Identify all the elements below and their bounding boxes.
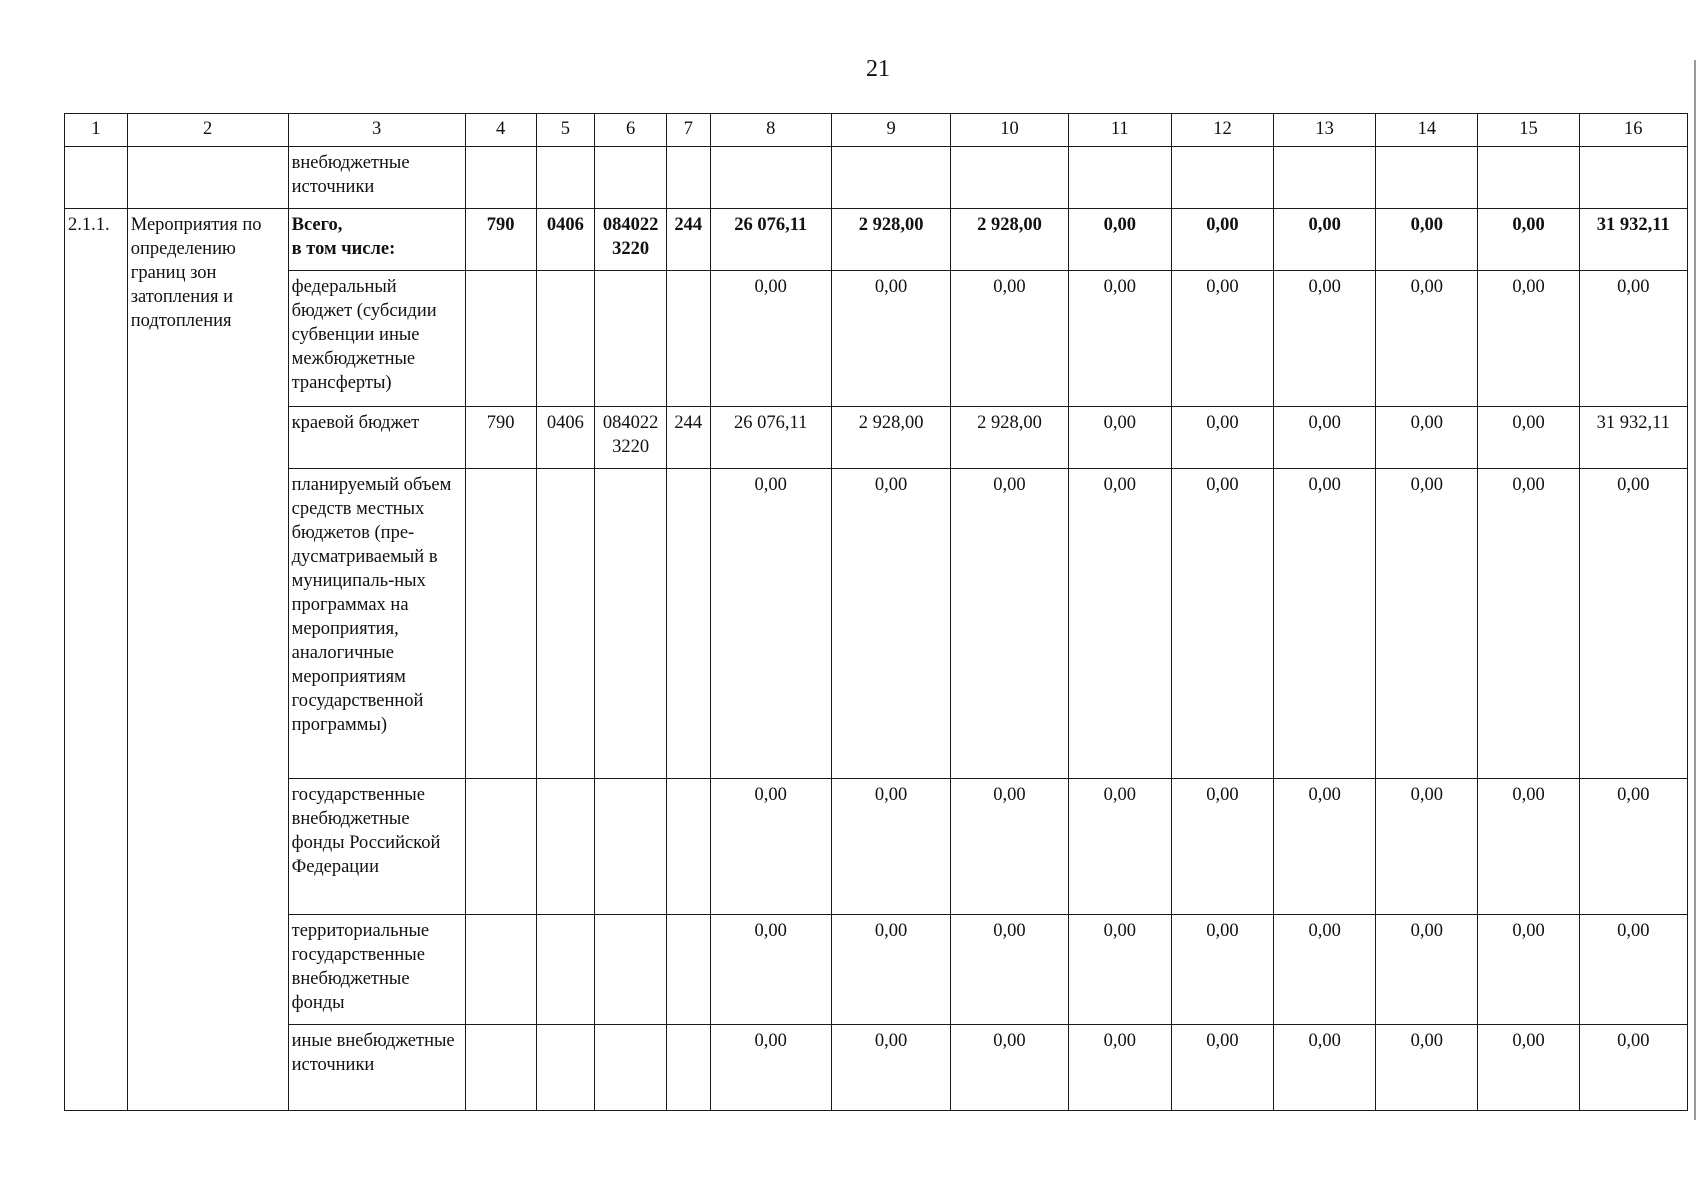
amount-cell: 0,00	[1068, 779, 1171, 915]
funding-row	[65, 271, 1688, 407]
column-number-row	[65, 114, 1688, 147]
expense-type-code-cell	[667, 779, 711, 915]
column-header: 2	[127, 114, 288, 147]
target-article-code-cell	[595, 1025, 667, 1111]
expense-type-code-cell	[667, 271, 711, 407]
grbs-code-cell	[465, 1025, 536, 1111]
column-header: 12	[1171, 114, 1273, 147]
grbs-code-cell: 790	[465, 407, 536, 469]
column-header: 14	[1376, 114, 1478, 147]
column-header: 16	[1579, 114, 1687, 147]
amount-cell: 31 932,11	[1579, 407, 1687, 469]
column-header: 4	[465, 114, 536, 147]
amount-cell: 2 928,00	[951, 407, 1068, 469]
amount-cell: 0,00	[1274, 915, 1376, 1025]
target-article-code-cell	[595, 915, 667, 1025]
amount-cell: 0,00	[1579, 1025, 1687, 1111]
amount-cell: 0,00	[1068, 915, 1171, 1025]
amount-cell: 31 932,11	[1579, 209, 1687, 271]
measure-number-cell: 2.1.1.	[65, 209, 128, 1111]
column-header: 3	[288, 114, 465, 147]
funding-row	[65, 407, 1688, 469]
expense-type-code-cell	[667, 469, 711, 779]
measure-name-cell: Мероприятия по определению границ зон затопления и подтопления	[127, 209, 288, 1111]
amount-cell: 0,00	[1171, 1025, 1273, 1111]
amount-cell: 2 928,00	[831, 209, 950, 271]
expense-type-code-cell	[667, 915, 711, 1025]
funding-row	[65, 469, 1688, 779]
amount-cell: 0,00	[831, 271, 950, 407]
amount-cell: 0,00	[1068, 271, 1171, 407]
amount-cell: 0,00	[1274, 407, 1376, 469]
amount-cell: 0,00	[710, 915, 831, 1025]
section-code-cell: 0406	[536, 209, 595, 271]
column-header: 8	[710, 114, 831, 147]
amount-cell: 0,00	[1478, 469, 1579, 779]
amount-cell: 0,00	[1579, 469, 1687, 779]
funding-source-cell: федеральный бюджет (субсидии субвенции иные межбюджетные трансферты)	[288, 271, 465, 407]
empty-cell	[1274, 147, 1376, 209]
empty-cell	[710, 147, 831, 209]
section-code-cell: 0406	[536, 407, 595, 469]
amount-cell: 0,00	[1068, 407, 1171, 469]
expense-type-code-cell: 244	[667, 209, 711, 271]
empty-cell	[951, 147, 1068, 209]
column-header: 13	[1274, 114, 1376, 147]
amount-cell: 0,00	[1274, 469, 1376, 779]
amount-cell: 0,00	[1376, 469, 1478, 779]
funding-source-cell: Всего, в том числе:	[288, 209, 465, 271]
amount-cell: 0,00	[1579, 271, 1687, 407]
target-article-code-cell: 084022 3220	[595, 209, 667, 271]
column-header: 10	[951, 114, 1068, 147]
target-article-code-cell	[595, 469, 667, 779]
amount-cell: 0,00	[1171, 469, 1273, 779]
scan-edge-line	[1694, 60, 1696, 1120]
amount-cell: 0,00	[1376, 271, 1478, 407]
amount-cell: 0,00	[1478, 209, 1579, 271]
funding-row	[65, 779, 1688, 915]
amount-cell: 0,00	[951, 779, 1068, 915]
amount-cell: 0,00	[1274, 1025, 1376, 1111]
column-header: 9	[831, 114, 950, 147]
amount-cell: 26 076,11	[710, 407, 831, 469]
amount-cell: 0,00	[1068, 469, 1171, 779]
budget-table	[64, 113, 1688, 1111]
empty-cell	[465, 147, 536, 209]
column-header: 6	[595, 114, 667, 147]
amount-cell: 0,00	[951, 469, 1068, 779]
amount-cell: 0,00	[951, 915, 1068, 1025]
funding-row	[65, 209, 1688, 271]
amount-cell: 0,00	[1068, 209, 1171, 271]
amount-cell: 0,00	[1171, 915, 1273, 1025]
amount-cell: 0,00	[1478, 779, 1579, 915]
column-header: 15	[1478, 114, 1579, 147]
amount-cell: 26 076,11	[710, 209, 831, 271]
funding-source-cell: внебюджетные источники	[288, 147, 465, 209]
amount-cell: 0,00	[1376, 779, 1478, 915]
amount-cell: 0,00	[1579, 915, 1687, 1025]
section-code-cell	[536, 1025, 595, 1111]
amount-cell: 0,00	[951, 1025, 1068, 1111]
carryover-row	[65, 147, 1688, 209]
amount-cell: 0,00	[1478, 271, 1579, 407]
amount-cell: 0,00	[1171, 271, 1273, 407]
amount-cell: 0,00	[831, 779, 950, 915]
funding-source-cell: государственные внебюджетные фонды Российской Федерации	[288, 779, 465, 915]
amount-cell: 0,00	[1478, 1025, 1579, 1111]
column-header: 7	[667, 114, 711, 147]
section-code-cell	[536, 271, 595, 407]
target-article-code-cell	[595, 779, 667, 915]
amount-cell: 2 928,00	[831, 407, 950, 469]
amount-cell: 0,00	[710, 1025, 831, 1111]
amount-cell: 0,00	[1171, 209, 1273, 271]
column-header: 11	[1068, 114, 1171, 147]
grbs-code-cell	[465, 271, 536, 407]
empty-cell	[536, 147, 595, 209]
page-number: 21	[866, 56, 890, 82]
amount-cell: 0,00	[710, 271, 831, 407]
empty-cell	[1376, 147, 1478, 209]
amount-cell: 0,00	[831, 1025, 950, 1111]
amount-cell: 0,00	[1478, 407, 1579, 469]
funding-source-cell: планируемый объем средств местных бюджетов (пре-дусматриваемый в муниципаль-ных программах на мероприятия, аналогичные мероприятиям государственной программы)	[288, 469, 465, 779]
amount-cell: 0,00	[1376, 915, 1478, 1025]
amount-cell: 0,00	[831, 915, 950, 1025]
column-header: 1	[65, 114, 128, 147]
empty-cell	[595, 147, 667, 209]
section-code-cell	[536, 469, 595, 779]
expense-type-code-cell: 244	[667, 407, 711, 469]
amount-cell: 0,00	[1376, 407, 1478, 469]
funding-row	[65, 1025, 1688, 1111]
funding-source-cell: территориальные государственные внебюджетные фонды	[288, 915, 465, 1025]
empty-cell	[65, 147, 128, 209]
section-code-cell	[536, 779, 595, 915]
amount-cell: 0,00	[1171, 407, 1273, 469]
empty-cell	[1579, 147, 1687, 209]
amount-cell: 0,00	[1274, 779, 1376, 915]
amount-cell: 0,00	[1274, 209, 1376, 271]
grbs-code-cell: 790	[465, 209, 536, 271]
expense-type-code-cell	[667, 1025, 711, 1111]
empty-cell	[127, 147, 288, 209]
amount-cell: 0,00	[1171, 779, 1273, 915]
amount-cell: 2 928,00	[951, 209, 1068, 271]
funding-source-cell: иные внебюджетные источники	[288, 1025, 465, 1111]
empty-cell	[667, 147, 711, 209]
funding-source-cell: краевой бюджет	[288, 407, 465, 469]
grbs-code-cell	[465, 469, 536, 779]
grbs-code-cell	[465, 779, 536, 915]
empty-cell	[1068, 147, 1171, 209]
amount-cell: 0,00	[710, 469, 831, 779]
column-header: 5	[536, 114, 595, 147]
empty-cell	[1478, 147, 1579, 209]
target-article-code-cell	[595, 271, 667, 407]
amount-cell: 0,00	[710, 779, 831, 915]
target-article-code-cell: 084022 3220	[595, 407, 667, 469]
funding-row	[65, 915, 1688, 1025]
amount-cell: 0,00	[1478, 915, 1579, 1025]
amount-cell: 0,00	[1376, 1025, 1478, 1111]
grbs-code-cell	[465, 915, 536, 1025]
amount-cell: 0,00	[831, 469, 950, 779]
amount-cell: 0,00	[1579, 779, 1687, 915]
empty-cell	[831, 147, 950, 209]
amount-cell: 0,00	[1274, 271, 1376, 407]
section-code-cell	[536, 915, 595, 1025]
empty-cell	[1171, 147, 1273, 209]
amount-cell: 0,00	[951, 271, 1068, 407]
amount-cell: 0,00	[1068, 1025, 1171, 1111]
amount-cell: 0,00	[1376, 209, 1478, 271]
